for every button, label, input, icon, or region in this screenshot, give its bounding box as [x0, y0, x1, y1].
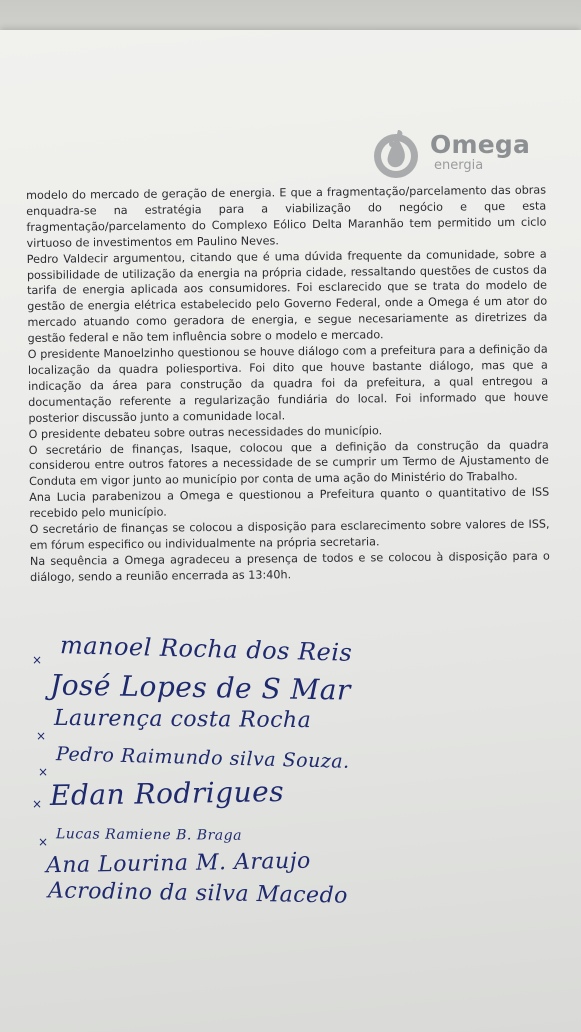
signature: José Lopes de S Mar: [49, 668, 352, 707]
signature: Acrodino da silva Macedo: [47, 878, 349, 909]
signature: manoel Rocha dos Reis: [59, 631, 353, 667]
signature-mark: ×: [38, 835, 49, 849]
paper-sheet: [0, 30, 581, 1032]
signature-mark: ×: [32, 653, 43, 667]
signature-mark: ×: [32, 797, 43, 811]
paragraph: Ana Lucia parabenizou a Omega e questionou a Prefeitura quanto o quantitativo de ISS recebido pelo município.: [29, 485, 550, 521]
omega-drop-logo-icon: [368, 126, 424, 182]
signature-mark: ×: [36, 729, 47, 743]
signature: Edan Rodrigues: [49, 774, 285, 813]
signature-mark: ×: [38, 765, 49, 779]
signature-block: [30, 631, 430, 935]
signature: Laurença costa Rocha: [53, 705, 312, 734]
signature: Lucas Ramiene B. Braga: [55, 826, 243, 844]
logo-subtitle: energia: [434, 158, 484, 173]
paragraph: O secretário de finanças, Isaque, colocou que a definição da construção da quadra considerou entre outros fatores a necessidade de se cumprir um Termo de Ajustamento de Conduta em vigor junto ao município por conta de uma ação do Ministério do Trabalho.: [28, 438, 549, 489]
paragraph: Na sequência a Omega agradeceu a presença de todos e se colocou à disposição para o diálogo, sendo a reunião encerrada as 13:40h.: [29, 549, 550, 584]
paragraph: O secretário de finanças se colocou a disposição para esclarecimento sobre valores de ISS, em fórum especifico ou individualmente na própria secretaria.: [29, 517, 550, 552]
minutes-text: [26, 183, 550, 586]
signature: Ana Lourina M. Araujo: [45, 848, 311, 879]
paragraph: O presidente debateu sobre outras necessidades do município.: [28, 423, 383, 441]
paragraph: Pedro Valdecir argumentou, citando que é uma dúvida frequente da comunidade, sobre a possibilidade de utilização da energia na própria cidade, ressaltando questões de custos da tarifa de energia aplicada aos consumidores. Foi esclarecido que se trata do modelo de gestão de energia elétrica estabelecido pelo Governo Federal, onde a Omega é um ator do mercado atuando como geradora de energia, e segue necesariamente as diretrizes da gestão federal e não tem influência sobre o modelo e mercado.: [26, 247, 548, 346]
logo-wordmark: Omega: [430, 130, 531, 159]
signature: Pedro Raimundo silva Souza.: [55, 743, 350, 773]
paragraph: modelo do mercado de geração de energia. E que a fragmentação/parcelamento das obras enquadra-se na estratégia para a viabilização do negócio e que esta fragmentação/parcelamento do Complexo Eólico Delta Maranhão tem permitido um ciclo virtuoso de investimentos em Paulino Neves.: [26, 183, 547, 250]
paragraph: O presidente Manoelzinho questionou se houve diálogo com a prefeitura para a definição da localização da quadra poliesportiva. Foi dito que houve bastante diálogo, mas que a indicação da área para construção da quadra foi da prefeitura, a qual entregou a documentação referente a regularização fundiária do local. Foi informado que houve posterior discussão junto a comunidade local.: [27, 342, 549, 425]
company-logo: [368, 126, 538, 182]
